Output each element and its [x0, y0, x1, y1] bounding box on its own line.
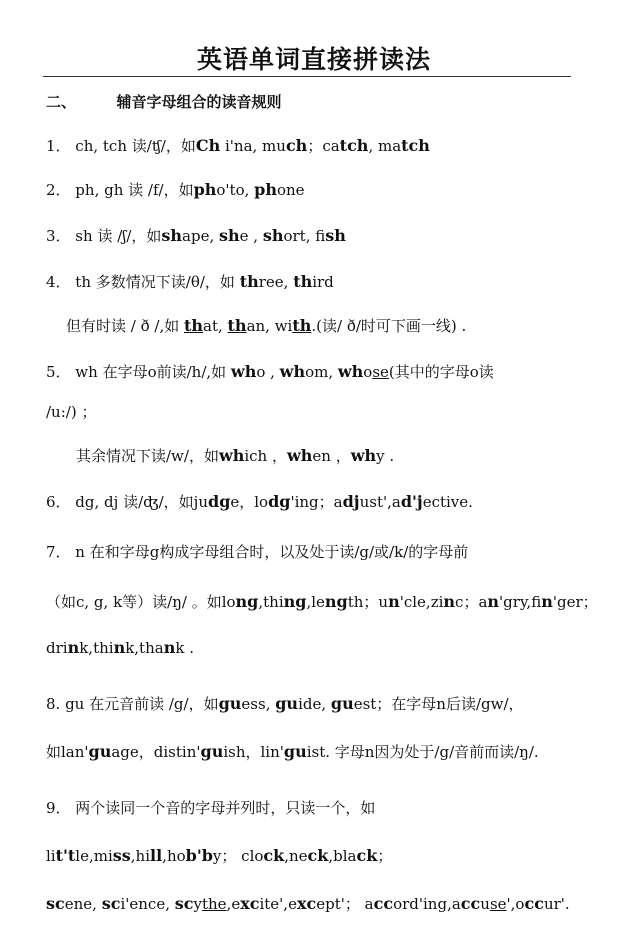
- rule-3: [46, 226, 346, 246]
- text-segment: ape,: [182, 227, 219, 245]
- text-segment: en ，: [312, 447, 351, 465]
- rule-7-cont: [46, 592, 598, 612]
- rule-1: [46, 136, 430, 156]
- text-segment: ,bla: [328, 847, 357, 865]
- text-segment: ird: [312, 273, 334, 291]
- letter-combo: ph: [193, 180, 217, 199]
- letter-combo: ng: [324, 592, 348, 611]
- text-segment: ist. 字母n因为处于/g/音前而读/ŋ/.: [306, 743, 539, 761]
- letter-combo: sh: [262, 226, 284, 245]
- underlined-text: the: [201, 895, 227, 913]
- letter-combo: gu: [200, 742, 224, 761]
- rule-5: [46, 362, 494, 382]
- text-segment: 3． sh 读 /ʃ/，如: [46, 227, 162, 245]
- text-segment: i'na, mu: [220, 137, 286, 155]
- text-segment: (其中的字母o读: [388, 363, 494, 381]
- letter-combo: t't: [55, 846, 76, 865]
- text-segment: ,le: [306, 593, 325, 611]
- letter-combo: n: [487, 592, 500, 611]
- letter-combo: n: [113, 638, 126, 657]
- text-segment: dri: [46, 639, 68, 657]
- text-segment: 5． wh 在字母o前读/h/,如: [46, 363, 231, 381]
- letter-combo: ll: [150, 846, 163, 865]
- text-segment: ree,: [258, 273, 294, 291]
- letter-combo: dg: [208, 492, 231, 511]
- text-segment: y； clo: [212, 847, 264, 865]
- text-segment: y .: [376, 447, 395, 465]
- text-segment: ite',e: [259, 895, 297, 913]
- text-segment: 但有时读 / ð /,如: [66, 317, 184, 335]
- letter-combo: ck: [356, 846, 378, 865]
- text-segment: one: [276, 181, 305, 199]
- letter-combo: wh: [337, 362, 364, 381]
- text-segment: ide,: [298, 695, 331, 713]
- text-segment: le,mi: [75, 847, 113, 865]
- text-segment: o'to,: [216, 181, 255, 199]
- text-segment: om,: [305, 363, 338, 381]
- letter-combo: gu: [218, 694, 242, 713]
- text-segment: o ,: [256, 363, 280, 381]
- rule-4-note: [66, 316, 466, 336]
- text-segment: i'ence,: [120, 895, 175, 913]
- text-segment: li: [46, 847, 56, 865]
- text-segment: ess,: [241, 695, 276, 713]
- letter-combo: xc: [296, 894, 317, 913]
- rule-5-cont: [46, 402, 96, 422]
- text-segment: 'ing；a: [290, 493, 343, 511]
- text-segment: 1． ch, tch 读/ʧ/，如: [46, 137, 196, 155]
- text-segment: 'gry,fi: [499, 593, 542, 611]
- text-segment: y: [193, 895, 202, 913]
- letter-combo: gu: [88, 742, 112, 761]
- letter-combo: sc: [101, 894, 121, 913]
- text-segment: /u:/) ；: [46, 403, 97, 421]
- letter-combo: ng: [283, 592, 307, 611]
- section-heading: [46, 92, 282, 112]
- text-segment: 'cle,zi: [399, 593, 444, 611]
- letter-combo: gu: [275, 694, 299, 713]
- text-segment: ective.: [422, 493, 473, 511]
- letter-combo: xc: [240, 894, 260, 913]
- rule-8: [46, 694, 524, 714]
- text-segment: th；u: [347, 593, 389, 611]
- text-segment: （如c, g, k等）读/ŋ/ 。如lo: [46, 593, 236, 611]
- letter-combo: Ch: [195, 136, 221, 155]
- text-segment: ene,: [64, 895, 102, 913]
- letter-combo: cc: [373, 894, 394, 913]
- text-segment: k,thi: [79, 639, 114, 657]
- letter-combo: sh: [219, 226, 240, 245]
- text-segment: e，lo: [230, 493, 269, 511]
- letter-combo: tch: [339, 136, 369, 155]
- letter-combo: sc: [46, 894, 65, 913]
- text-segment: , ma: [368, 137, 402, 155]
- text-segment: ord'ing,a: [393, 895, 461, 913]
- rule-6: [46, 492, 473, 512]
- text-segment: ,hi: [130, 847, 151, 865]
- text-segment: 7． n 在和字母g构成字母组合时，以及处于读/g/或/k/的字母前: [46, 543, 469, 561]
- rule-9: [46, 798, 375, 818]
- text-segment: 8. gu 在元音前读 /g/，如: [46, 695, 219, 713]
- text-segment: ish，lin': [223, 743, 284, 761]
- letter-combo: sh: [325, 226, 346, 245]
- letter-combo: th: [239, 272, 259, 291]
- text-segment: ust',a: [359, 493, 401, 511]
- text-segment: 其余情况下读/w/，如: [76, 447, 219, 465]
- rule-7: [46, 542, 468, 562]
- letter-combo-underlined: th: [292, 316, 312, 335]
- letter-combo: sh: [161, 226, 183, 245]
- text-segment: 如lan': [46, 743, 89, 761]
- letter-combo: gu: [330, 694, 354, 713]
- letter-combo: gu: [283, 742, 307, 761]
- section-number: 二、: [46, 93, 77, 111]
- text-segment: ur'.: [543, 895, 570, 913]
- text-segment: 4． th 多数情况下读/θ/，如: [46, 273, 240, 291]
- text-segment: ,ho: [162, 847, 186, 865]
- letter-combo: b'b: [185, 846, 213, 865]
- rule-4: [46, 272, 334, 292]
- letter-combo: wh: [287, 446, 313, 465]
- letter-combo: wh: [230, 362, 257, 381]
- text-segment: 9． 两个读同一个音的字母并列时，只读一个，如: [46, 799, 376, 817]
- rule-8-cont: [46, 742, 539, 762]
- text-segment: ,ne: [284, 847, 308, 865]
- text-segment: an, wi: [246, 317, 293, 335]
- text-segment: .(读/ ð/时可下画一线) .: [311, 317, 467, 335]
- letter-combo: cc: [524, 894, 544, 913]
- text-segment: o: [363, 363, 373, 381]
- text-segment: ；ca: [307, 137, 340, 155]
- letter-combo-underlined: th: [183, 316, 204, 335]
- underlined-text: se: [372, 363, 389, 381]
- text-segment: age，distin': [111, 743, 201, 761]
- rule-9-ex1: [46, 846, 392, 866]
- text-segment: ept'； a: [316, 895, 374, 913]
- section-title: 辅音字母组合的读音规则: [116, 93, 282, 111]
- text-segment: k .: [175, 639, 194, 657]
- text-segment: ort, fi: [283, 227, 326, 245]
- letter-combo: wh: [350, 446, 377, 465]
- letter-combo: cc: [460, 894, 481, 913]
- text-segment: ；: [377, 847, 393, 865]
- letter-combo: ng: [235, 592, 259, 611]
- letter-combo: n: [388, 592, 400, 611]
- letter-combo: d'j: [400, 492, 423, 511]
- letter-combo: dj: [342, 492, 360, 511]
- text-segment: c；a: [455, 593, 488, 611]
- text-segment: u: [480, 895, 490, 913]
- letter-combo: n: [67, 638, 80, 657]
- text-segment: 'ger；: [552, 593, 598, 611]
- text-segment: ,e: [226, 895, 241, 913]
- letter-combo: n: [163, 638, 176, 657]
- text-segment: ,thi: [258, 593, 284, 611]
- letter-combo: n: [541, 592, 553, 611]
- letter-combo: wh: [218, 446, 245, 465]
- text-segment: ',o: [506, 895, 525, 913]
- rule-5-note: [76, 446, 394, 466]
- underlined-text: se: [489, 895, 507, 913]
- rule-9-ex2: [46, 894, 570, 914]
- letter-combo: th: [293, 272, 313, 291]
- letter-combo-underlined: th: [227, 316, 247, 335]
- text-segment: e ,: [239, 227, 263, 245]
- title-underline: [43, 76, 571, 77]
- letter-combo: ck: [307, 846, 329, 865]
- letter-combo: n: [443, 592, 456, 611]
- text-segment: k,tha: [125, 639, 164, 657]
- letter-combo: ph: [254, 180, 277, 199]
- text-segment: 6． dg, dj 读/ʤ/，如ju: [46, 493, 208, 511]
- text-segment: at,: [203, 317, 228, 335]
- letter-combo: dg: [268, 492, 291, 511]
- letter-combo: ck: [263, 846, 285, 865]
- letter-combo: sc: [174, 894, 194, 913]
- page-title: 英语单词直接拼读法: [196, 45, 431, 74]
- rule-7-cont2: [46, 638, 194, 658]
- letter-combo: ch: [285, 136, 308, 155]
- letter-combo: ss: [112, 846, 131, 865]
- letter-combo: tch: [401, 136, 430, 155]
- text-segment: 2． ph, gh 读 /f/，如: [46, 181, 194, 199]
- letter-combo: wh: [279, 362, 306, 381]
- rule-2: [46, 180, 305, 200]
- text-segment: ich ，: [244, 447, 287, 465]
- text-segment: est；在字母n后读/gw/，: [353, 695, 524, 713]
